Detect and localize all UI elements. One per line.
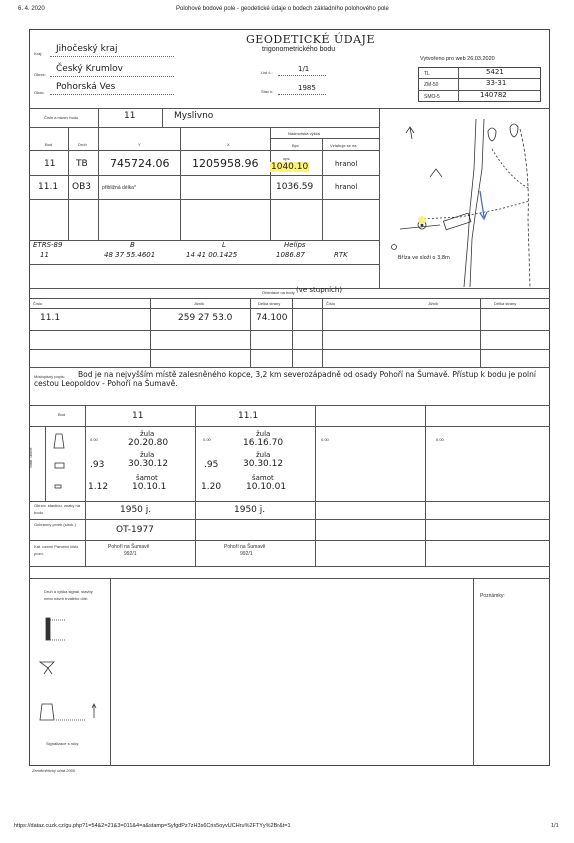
print-page-number: 1/1 [551,823,559,829]
slab-icon [55,463,64,468]
kraj-label: Kraj: [34,51,43,56]
stab-r2-a: OT-1977 [116,525,154,535]
stab-r3-d1: 1.12 [88,482,109,492]
stab-r3-b2: 992/1 [240,551,253,557]
stav-value: 1985 [298,84,316,92]
stab-r2-d2: .95 [204,460,219,470]
row1-druh: TB [76,159,88,169]
stab-r2-label: Ochranný prvek (struk.) [34,522,76,527]
stab-r1-v1: 20.20.80 [128,438,169,448]
stab-r3-d2: 1.20 [201,482,222,492]
list-value: 1/1 [298,65,310,73]
stab-r1-v2: 16.16.70 [243,438,284,448]
zm-value: 33-31 [486,79,507,87]
stab-r2-m1: žula [140,451,155,459]
kraj-value: Jihočeský kraj [56,44,118,54]
sketch-tree [488,128,496,141]
obec-label: Obec: [34,90,45,95]
print-date: 6. 4. 2020 [18,6,45,12]
stab-r3-v2: 10.10.01 [246,482,287,492]
stab-bod-label: Bod [58,412,66,417]
row1-bod: 11 [44,159,56,169]
b-label: B [130,241,135,249]
stab-r1-m1: žula [140,430,155,438]
col-x: X [227,142,230,147]
orientation-title: Orientace na body [262,290,295,295]
row2-stab: hranol [335,183,358,191]
stab-icons [48,430,84,500]
stab-r2-v2: 30.30.12 [243,459,284,469]
tripod-icon [40,662,54,668]
kraj-line [50,56,174,57]
or-col-cislo-2: Číslo [326,301,336,306]
smo-value: 140782 [480,91,507,99]
pillar-icon [54,434,64,448]
stab-r1-m2: žula [256,430,271,438]
or-col-cislo: Číslo [33,301,43,306]
orientation-note: (ve stupních) [296,286,343,294]
row2-bod: 11.1 [38,182,59,192]
sketch-label: Bříza ve složi o 3,8m [398,255,450,261]
signal-icons [36,612,106,742]
stab-r3-b1: Pohoří na Šumavě [224,544,266,550]
list-line [278,75,326,76]
stab-side-label: Stab. úroče [28,447,33,468]
stab-r3-v1: 10.10.1 [132,482,167,492]
b-value: 48 37 55.4601 [104,251,156,259]
stab-col2: 11.1 [238,411,259,421]
point-name: Myslivno [174,111,214,121]
stav-label: Stav k: [261,89,274,94]
col-y: Y [138,142,141,147]
okres-label: Okres: [34,72,46,77]
point-header-label: Číslo a název bodu [44,115,79,120]
row2-y: přibližná délka* [102,185,136,191]
tl-label: TL [424,71,430,77]
plate-icon [55,485,61,488]
etrs-bod: 11 [40,251,49,259]
stab-r1-d3: 0.00 [321,437,329,442]
stav-line [278,94,326,95]
stab-r1-label: Obnov. stavbou, znaky na bodu [34,503,80,515]
signal-legend: Signalizace s ruky: [46,741,80,746]
or-row-delka: 74.100 [256,313,288,323]
stab-r1-d1: 0.00 [90,437,98,442]
notes-label: Poznámky: [480,593,505,599]
etrs-label: ETRS-89 [33,241,63,249]
description-label: Místopisný popis: [34,374,65,379]
row1-height: 1040.10 [271,162,309,172]
created-note: Vytvořeno pro web 26.03.2020 [420,56,495,62]
or-col-delka: Délka strany [258,301,281,306]
pillar-base-icon [40,704,54,720]
form-subtitle: trigonometrického bodu [262,46,336,53]
stab-r3-m2: šamot [252,474,274,482]
stab-r1-d2: 0.00 [203,437,211,442]
signal-label: Druh a výška signal. stavby nebo návrh trvalého díle: [44,589,93,601]
hel-label: Helips [284,241,306,249]
col-stab: Vztahuje se na [330,143,357,148]
stab-r1-d4: 0.00 [436,437,444,442]
or-col-jizn-2: Jižník [428,301,439,306]
okres-line [50,76,174,77]
row2-height: 1036.59 [276,182,314,192]
row1-y: 745724.06 [110,157,170,170]
footer-note: Zeměměřický úřad 2000 [32,768,76,773]
stab-r1-a: 1950 j. [120,505,152,515]
row1-stab: hranol [335,160,358,168]
stab-r2-v1: 30.30.12 [128,459,169,469]
stab-r2-d1: .93 [90,460,105,470]
zm-label: ZM-50 [424,82,439,88]
row1-note: ops. [283,156,291,161]
stab-col1: 11 [132,411,144,421]
stab-r2-m2: žula [256,451,271,459]
point-number: 11 [124,111,136,121]
stab-r3-label: Kat. území Parcelní číslo pozn. [34,544,79,556]
smo-label: SMO-5 [424,94,440,100]
list-label: List č.: [261,70,273,75]
obec-line [50,94,174,95]
or-row-jizn: 259 27 53.0 [178,313,233,323]
hel-value: 1086.87 [276,251,305,259]
stab-r3-m1: šamot [136,474,158,482]
tl-value: 5421 [486,68,504,76]
col-druh: Druh [78,142,87,147]
l-label: L [222,241,226,249]
obec-value: Pohorská Ves [56,82,116,92]
stab-r3-a1: Pohoří na Šumavě [108,544,150,550]
col-bod: Bod [45,142,53,147]
stab-r1-b: 1950 j. [234,505,266,515]
row2-druh: OB3 [72,182,91,192]
or-col-delka-2: Délka strany [494,301,517,306]
print-title: Polohové bodové pole - geodetické údaje o bodech základního polohového pole [176,6,389,12]
method-value: RTK [334,251,348,259]
pole-icon [46,618,50,640]
okres-value: Český Krumlov [56,64,123,74]
print-url[interactable]: https://dataz.cuzk.cz/gu.php?1=54&2=21&3=011&4=a&stamp=SyfgdPz7zH3s6Cris5oyvUCHru%2FTYy%2Br&t=1 [14,823,291,829]
or-col-jizn: Jižník [194,301,205,306]
col-nadm: Nadmořská výška [288,131,320,136]
form-title: GEODETICKÉ ÚDAJE [246,33,375,46]
l-value: 14 41 00.1425 [186,251,238,259]
sketch-road [464,119,476,287]
col-bpv: Bpv [292,143,299,148]
stab-r3-a2: 992/1 [124,551,137,557]
row1-x: 1205958.96 [192,157,259,170]
location-sketch [380,109,549,287]
or-row-cislo: 11.1 [40,313,61,323]
description-text: Bod je na nejvyšším místě zalesněného kopce, 3,2 km severozápadně od osady Pohoří na Šumavě. Přístup k bodu je polní cestou Leopoldov - Pohoří na Šumavě. [34,370,536,388]
